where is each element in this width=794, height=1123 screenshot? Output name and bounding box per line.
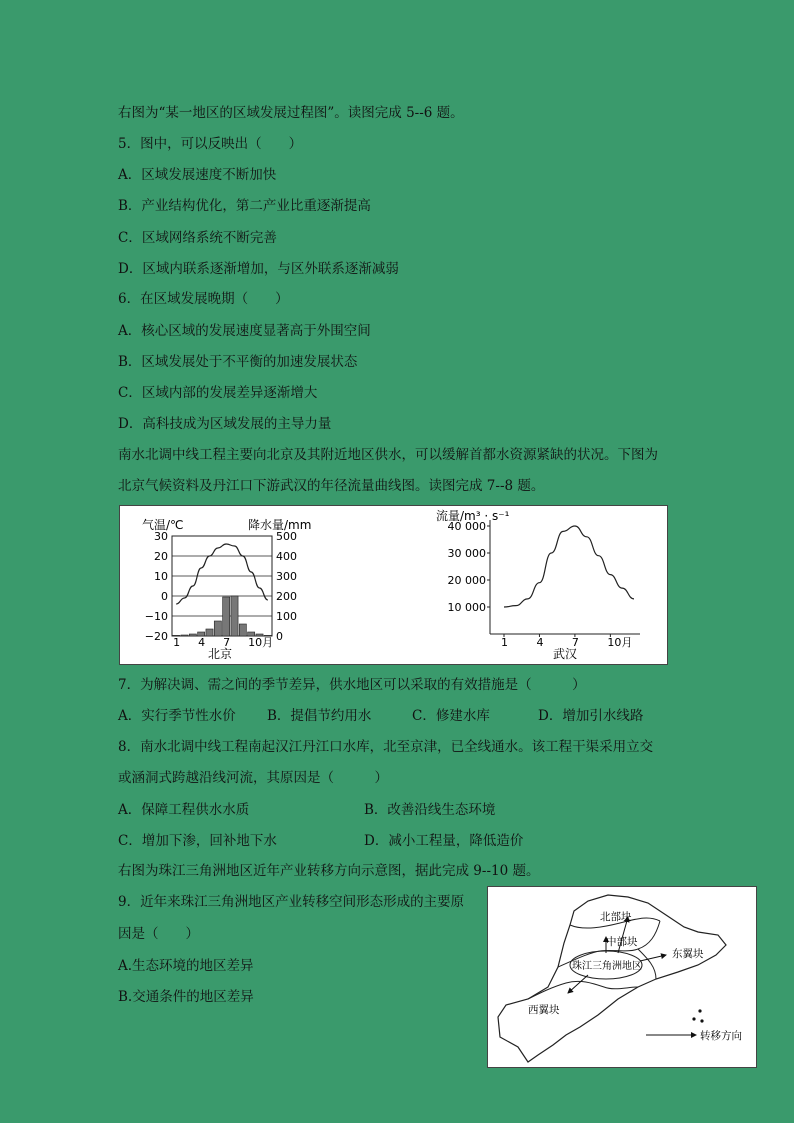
beijing-precip-tick: 100: [276, 610, 297, 623]
beijing-precip-bar: [189, 634, 196, 636]
map-svg: [488, 887, 756, 1067]
q7-option-d: D．增加引水线路: [538, 708, 644, 724]
legend-label: 转移方向: [700, 1030, 742, 1042]
wuhan-y-tick: 20 000: [447, 574, 486, 587]
wuhan-axis-label: 流量/m³ · s⁻¹: [436, 509, 510, 523]
beijing-chart: [142, 517, 311, 661]
q7-option-c: C．修建水库: [412, 708, 490, 724]
intro-9-10: 右图为珠江三角洲地区近年产业转移方向示意图，据此完成 9--10 题。: [118, 863, 540, 879]
q6-stem: 6．在区域发展晚期（ ）: [118, 291, 289, 307]
q9-stem-line2: 因是（ ）: [118, 926, 199, 942]
intro-7-8-line2: 北京气候资料及丹江口下游武汉的年径流量曲线图。读图完成 7--8 题。: [118, 478, 545, 494]
arrow-to-west: [568, 975, 588, 993]
prd-map-figure: [487, 886, 757, 1068]
wuhan-x-tick: 7: [571, 636, 579, 649]
beijing-precip-bar: [239, 624, 246, 636]
q8-option-b: B．改善沿线生态环境: [364, 802, 496, 818]
climate-runoff-figure: [119, 505, 668, 665]
q9-stem-line1: 9．近年来珠江三角洲地区产业转移空间形态形成的主要原: [118, 894, 465, 910]
q8-stem-line1: 8．南水北调中线工程南起汉江丹江口水库，北至京津，已全线通水。该工程干渠采用立交: [118, 739, 654, 755]
beijing-precip-bar: [206, 629, 213, 636]
beijing-precip-tick: 0: [276, 630, 283, 643]
q6-option-a: A．核心区域的发展速度显著高于外围空间: [118, 323, 371, 339]
beijing-x-tick: 1: [173, 636, 181, 649]
q5-option-c: C．区域网络系统不断完善: [118, 230, 277, 246]
beijing-precip-tick: 400: [276, 550, 297, 563]
island-dot: [698, 1009, 701, 1012]
q7-option-b: B．提倡节约用水: [267, 708, 372, 724]
beijing-precip-bar: [231, 596, 238, 636]
beijing-temp-tick: 30: [154, 530, 168, 543]
wuhan-x-tick: 4: [536, 636, 544, 649]
charts-svg: [120, 506, 667, 664]
island-dot: [692, 1017, 695, 1020]
wuhan-x-tick: 1: [501, 636, 508, 649]
beijing-temp-tick: 20: [154, 550, 168, 563]
q5-option-a: A．区域发展速度不断加快: [118, 167, 277, 183]
label-north-block: 北部块: [600, 911, 632, 923]
beijing-temperature-line: [176, 544, 268, 604]
wuhan-y-tick: 30 000: [447, 547, 486, 560]
q6-option-b: B．区域发展处于不平衡的加速发展状态: [118, 354, 358, 370]
beijing-precip-bar: [181, 635, 188, 636]
intro-7-8-line1: 南水北调中线工程主要向北京及其附近地区供水，可以缓解首都水资源紧缺的状况。下图为: [118, 447, 658, 463]
q5-option-b: B．产业结构优化，第二产业比重逐渐提高: [118, 198, 371, 214]
q5-stem: 5．图中，可以反映出（ ）: [118, 136, 303, 152]
beijing-x-tick: 7: [223, 636, 231, 649]
beijing-precip-tick: 300: [276, 570, 297, 583]
wuhan-chart: [436, 508, 640, 661]
q6-option-d: D．高科技成为区域发展的主导力量: [118, 416, 332, 432]
wuhan-y-tick: 40 000: [447, 520, 486, 533]
wuhan-x-tick: 10月: [607, 636, 633, 649]
arrow-to-east: [640, 955, 666, 961]
wuhan-flow-line: [504, 526, 634, 607]
q5-option-d: D．区域内联系逐渐增加，与区外联系逐渐减弱: [118, 261, 399, 277]
island-dot: [700, 1019, 703, 1022]
beijing-temp-tick: 0: [161, 590, 168, 603]
wuhan-caption: 武汉: [552, 647, 578, 661]
beijing-precip-tick: 500: [276, 530, 297, 543]
label-west-block: 西翼块: [528, 1004, 560, 1016]
intro-5-6: 右图为“某一地区的区域发展过程图”。读图完成 5--6 题。: [118, 105, 464, 121]
q6-option-c: C．区域内部的发展差异逐渐增大: [118, 385, 318, 401]
beijing-precip-bar: [214, 621, 221, 636]
wuhan-y-tick: 10 000: [447, 601, 486, 614]
beijing-precip-bar: [223, 597, 230, 636]
label-east-block: 东翼块: [672, 948, 704, 960]
beijing-precip-tick: 200: [276, 590, 297, 603]
beijing-temp-axis-label: 气温/℃: [142, 518, 184, 532]
beijing-temp-tick: −10: [144, 610, 168, 623]
q8-stem-line2: 或涵洞式跨越沿线河流，其原因是（ ）: [118, 770, 388, 786]
q7-stem: 7．为解决调、需之间的季节差异，供水地区可以采取的有效措施是（ ）: [118, 677, 586, 693]
beijing-x-tick: 10月: [248, 636, 274, 649]
label-middle-block: 中部块: [606, 936, 638, 948]
q9-option-b: B.交通条件的地区差异: [118, 989, 254, 1005]
label-core-region: 珠江三角洲地区: [572, 961, 642, 972]
beijing-x-tick: 4: [198, 636, 206, 649]
q9-option-a: A.生态环境的地区差异: [118, 958, 254, 974]
q8-option-c: C．增加下渗，回补地下水: [118, 833, 277, 849]
beijing-temp-tick: 10: [154, 570, 168, 583]
q8-option-a: A．保障工程供水水质: [118, 802, 250, 818]
beijing-temp-tick: −20: [144, 630, 168, 643]
beijing-precip-axis-label: 降水量/mm: [248, 518, 312, 532]
q8-option-d: D．减小工程量，降低造价: [364, 833, 524, 849]
q7-option-a: A．实行季节性水价: [118, 708, 236, 724]
beijing-caption: 北京: [207, 647, 233, 661]
